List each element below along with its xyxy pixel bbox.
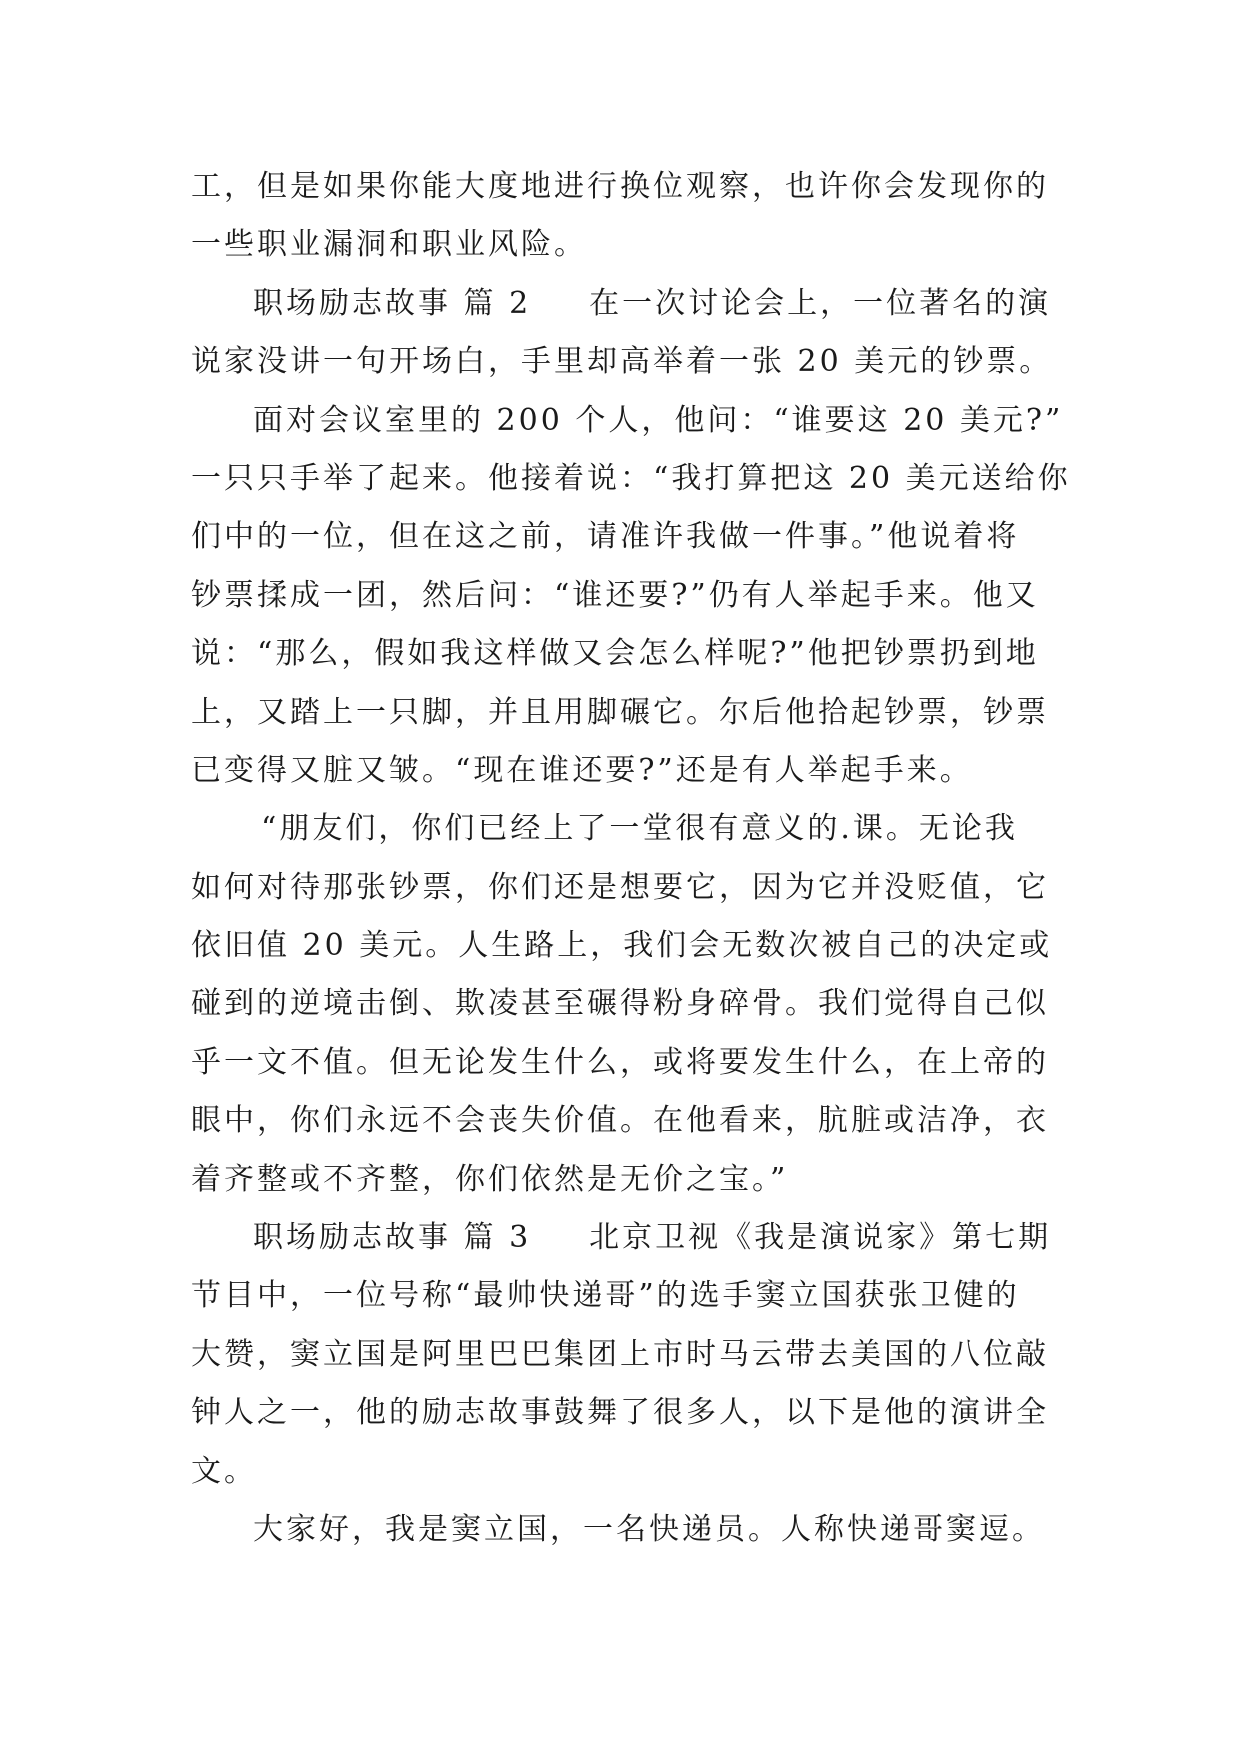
- section-heading-line: [191, 1209, 1061, 1267]
- text-line: 着齐整或不齐整，你们依然是无价之宝。”: [191, 1161, 789, 1197]
- text-line: 钞票揉成一团，然后问：“谁还要?”仍有人举起手来。他又: [191, 577, 1039, 613]
- text-line: 北京卫视《我是演说家》第七期: [589, 1220, 1052, 1256]
- text-line: 依旧值 20 美元。人生路上，我们会无数次被自己的决定或: [191, 928, 1053, 964]
- text-line: 碰到的逆境击倒、欺凌甚至碾得粉身碎骨。我们觉得自己似: [191, 986, 1049, 1022]
- text-line: 钟人之一，他的励志故事鼓舞了很多人，以下是他的演讲全: [191, 1395, 1049, 1431]
- text-line: 如何对待那张钞票，你们还是想要它，因为它并没贬值，它: [191, 869, 1049, 905]
- text-line: “朋友们，你们已经上了一堂很有意义的.课。无论我: [261, 811, 1018, 847]
- section-heading: 职场励志故事 篇 2: [253, 285, 532, 321]
- section-heading-line: [191, 275, 1061, 333]
- text-line: 文。: [191, 1453, 257, 1489]
- document-body: [191, 158, 1071, 1559]
- text-line: 面对会议室里的 200 个人，他问：“谁要这 20 美元?”: [253, 402, 1064, 438]
- text-line: 乎一文不值。但无论发生什么，或将要发生什么，在上帝的: [191, 1044, 1049, 1080]
- text-line: 大家好，我是窦立国，一名快递员。人称快递哥窦逗。: [253, 1511, 1045, 1547]
- section-heading: 职场励志故事 篇 3: [253, 1220, 532, 1256]
- text-line: 一只只手举了起来。他接着说：“我打算把这 20 美元送给你: [191, 460, 1071, 496]
- text-line: 工，但是如果你能大度地进行换位观察，也许你会发现你的: [191, 169, 1049, 204]
- text-line: 一些职业漏洞和职业风险。: [191, 227, 587, 263]
- text-line: 眼中，你们永远不会丧失价值。在他看来，肮脏或洁净，衣: [191, 1103, 1049, 1139]
- text-line: 说：“那么，假如我这样做又会怎么样呢?”他把钞票扔到地: [191, 636, 1039, 672]
- text-line: 上，又踏上一只脚，并且用脚碾它。尔后他拾起钞票，钞票: [191, 694, 1049, 730]
- text-line: 们中的一位，但在这之前，请准许我做一件事。”他说着将: [191, 519, 1020, 555]
- text-line: 节目中，一位号称“最帅快递哥”的选手窦立国获张卫健的: [191, 1278, 1020, 1314]
- text-line: 说家没讲一句开场白，手里却高举着一张 20 美元的钞票。: [191, 344, 1053, 380]
- text-line: 已变得又脏又皱。“现在谁还要?”还是有人举起手来。: [191, 752, 973, 788]
- text-line: 在一次讨论会上，一位著名的演: [589, 285, 1052, 321]
- text-line: 大赞，窦立国是阿里巴巴集团上市时马云带去美国的八位敲: [191, 1336, 1049, 1372]
